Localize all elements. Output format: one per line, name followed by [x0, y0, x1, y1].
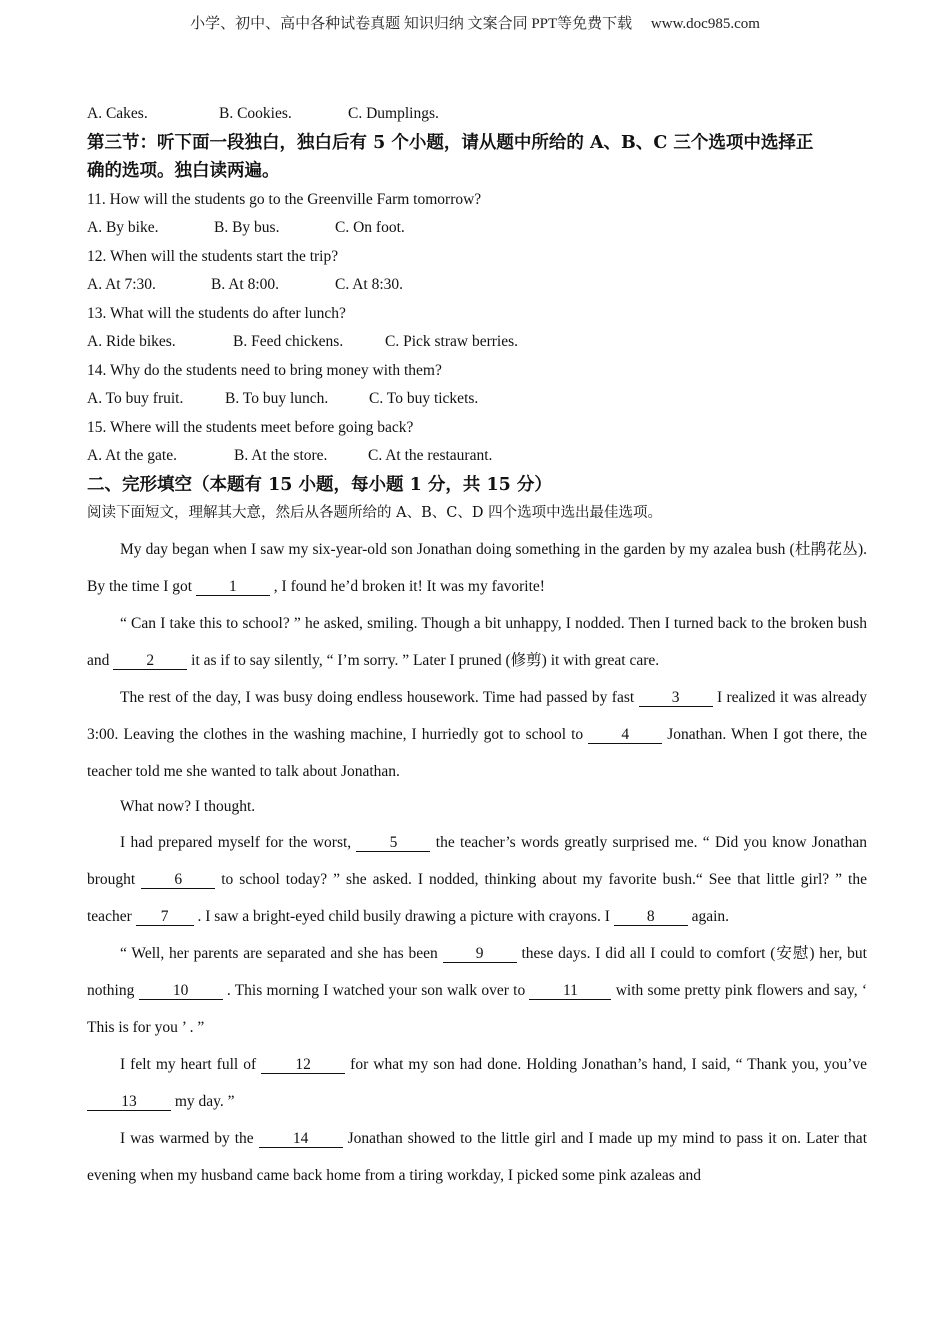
option-b: B. By bus. [214, 219, 280, 236]
option-a: A. At the gate. [87, 447, 177, 464]
passage-paragraph-2: “ Can I take this to school? ” he asked, smiling. Though a bit unhappy, I nodded. Then I turned back to the broken bush and 2 it as if to say silently, “ I’m sorry. ” Later I pruned (修剪) it with great care. [87, 614, 867, 669]
section3-heading-line1: 第三节：听下面一段独白，独白后有 5 个小题，请从题中所给的 A、B、C 三个选项中选择正 [87, 132, 814, 153]
exam-content [87, 100, 867, 1194]
option-c: C. Pick straw berries. [385, 333, 519, 350]
option-c: C. At 8:30. [335, 276, 404, 293]
option-b: B. At 8:00. [211, 276, 280, 293]
blank-1: 1 [196, 578, 270, 596]
option-a: A. By bike. [87, 219, 159, 236]
question-15-options [87, 442, 867, 471]
option-a: A. At 7:30. [87, 276, 156, 293]
blank-13: 13 [87, 1093, 171, 1111]
passage-paragraph-3: The rest of the day, I was busy doing endless housework. Time had passed by fast 3 I realized it was already 3:00. Leaving the clothes in the washing machine, I hurriedly got to school to 4 Jonathan. When I got there, the teacher told me she wanted to talk about Jonathan. [87, 688, 868, 780]
q10-options [87, 100, 867, 129]
passage-paragraph-5: I had prepared myself for the worst, 5 the teacher’s words greatly surprised me. “ Did you know Jonathan brought 6 to school today? ” she asked. I nodded, thinking about my favorite bush.“ See that little girl? ” the teacher 7 . I saw a bright-eyed child busily drawing a picture with crayons. I 8 again. [87, 833, 867, 925]
blank-5: 5 [356, 834, 430, 852]
passage-paragraph-6: “ Well, her parents are separated and she has been 9 these days. I did all I could to comfort (安慰) her, but nothing 10 . This morning I watched your son walk over to 11 with some pretty pink flowers and say, ‘ This is for you ’ . ” [87, 944, 867, 1036]
question-13: 13. What will the students do after lunch? [87, 304, 346, 322]
question-15: 15. Where will the students meet before going back? [87, 418, 414, 436]
option-a: A. Cakes. [87, 105, 148, 122]
question-12: 12. When will the students start the trip? [87, 247, 339, 265]
section3-heading-line2: 确的选项。独白读两遍。 [87, 161, 280, 181]
option-c: C. To buy tickets. [369, 390, 479, 407]
blank-2: 2 [113, 652, 187, 670]
option-b: B. To buy lunch. [225, 390, 329, 407]
option-a: A. To buy fruit. [87, 390, 184, 407]
option-b: B. At the store. [234, 447, 328, 464]
blank-14: 14 [259, 1130, 343, 1148]
blank-9: 9 [443, 945, 517, 963]
option-c: C. Dumplings. [348, 105, 439, 122]
question-14: 14. Why do the students need to bring money with them? [87, 361, 442, 379]
blank-4: 4 [588, 726, 662, 744]
option-c: C. At the restaurant. [368, 447, 493, 464]
blank-6: 6 [141, 871, 215, 889]
blank-7: 7 [136, 908, 194, 926]
option-c: C. On foot. [335, 219, 405, 236]
option-b: B. Cookies. [219, 105, 292, 122]
blank-8: 8 [614, 908, 688, 926]
blank-12: 12 [261, 1056, 345, 1074]
blank-10: 10 [139, 982, 223, 1000]
option-a: A. Ride bikes. [87, 333, 176, 350]
passage-paragraph-4: What now? I thought. [120, 797, 256, 815]
question-11-options [87, 214, 867, 243]
part2-instruction: 阅读下面短文，理解其大意，然后从各题所给的 A、B、C、D 四个选项中选出最佳选项。 [87, 505, 663, 521]
question-11: 11. How will the students go to the Greenville Farm tomorrow? [87, 190, 482, 208]
question-13-options [87, 328, 867, 357]
question-14-options [87, 385, 867, 414]
question-12-options [87, 271, 867, 300]
passage-paragraph-7: I felt my heart full of 12 for what my son had done. Holding Jonathan’s hand, I said, “ Thank you, you’ve 13 my day. ” [87, 1046, 867, 1120]
blank-11: 11 [529, 982, 611, 1000]
part2-heading: 二、完形填空（本题有 15 小题，每小题 1 分，共 15 分） [87, 474, 552, 495]
passage-paragraph-1: My day began when I saw my six-year-old son Jonathan doing something in the garden by my azalea bush (杜鹃花丛). By the time I got 1 , I found he’d broken it! It was my favorite! [87, 540, 867, 595]
page-header: 小学、初中、高中各种试卷真题 知识归纳 文案合同 PPT等免费下载 www.doc985.com [190, 16, 760, 32]
blank-3: 3 [639, 689, 713, 707]
passage-paragraph-8: I was warmed by the 14 Jonathan showed to the little girl and I made up my mind to pass it on. Later that evening when my husband came back home from a tiring workday, I picked some pink azaleas and [87, 1129, 867, 1184]
option-b: B. Feed chickens. [233, 333, 344, 350]
